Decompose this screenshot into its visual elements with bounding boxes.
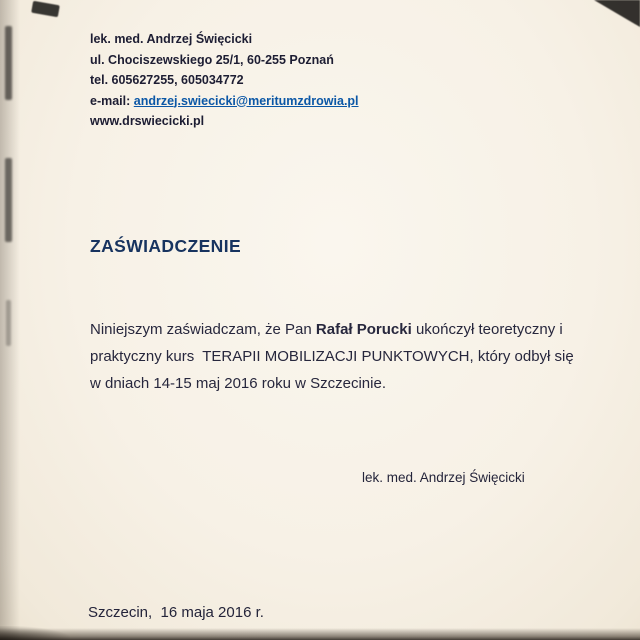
- letterhead: [90, 29, 359, 132]
- scan-artifact-left-strip-2: [5, 158, 12, 242]
- scan-artifact-top-left-mark: [31, 1, 60, 18]
- scan-artifact-top-right-corner: [594, 0, 640, 27]
- phone-line: tel. 605627255, 605034772: [90, 73, 244, 87]
- scan-artifact-left-strip-1: [5, 26, 12, 100]
- body-text-part1: Niniejszym zaświadczam, że Pan: [90, 321, 316, 338]
- email-label: e-mail:: [90, 93, 134, 108]
- scan-artifact-bottom-left-corner: [0, 626, 70, 640]
- certificate-body: [90, 316, 578, 397]
- signature-name: lek. med. Andrzej Święcicki: [362, 470, 525, 485]
- email-line: [90, 91, 359, 112]
- email-link[interactable]: andrzej.swiecicki@meritumzdrowia.pl: [133, 93, 359, 108]
- address-line: ul. Chociszewskiego 25/1, 60-255 Poznań: [90, 52, 334, 67]
- website-line: www.drswiecicki.pl: [90, 114, 205, 128]
- place-and-date: Szczecin, 16 maja 2016 r.: [88, 604, 264, 621]
- scan-artifact-bottom-edge: [0, 628, 640, 640]
- certificate-title: ZAŚWIADCZENIE: [90, 236, 242, 256]
- scan-artifact-left-strip-3: [6, 300, 11, 346]
- body-text-part2: ukończył teoretyczny i praktyczny kurs TERAPII MOBILIZACJI PUNKTOWYCH, który odbył się w dniach 14-15 maj 2016 roku w Szczecinie.: [90, 321, 578, 392]
- doctor-name: lek. med. Andrzej Święcicki: [90, 32, 253, 46]
- recipient-name: Rafał Porucki: [315, 321, 412, 338]
